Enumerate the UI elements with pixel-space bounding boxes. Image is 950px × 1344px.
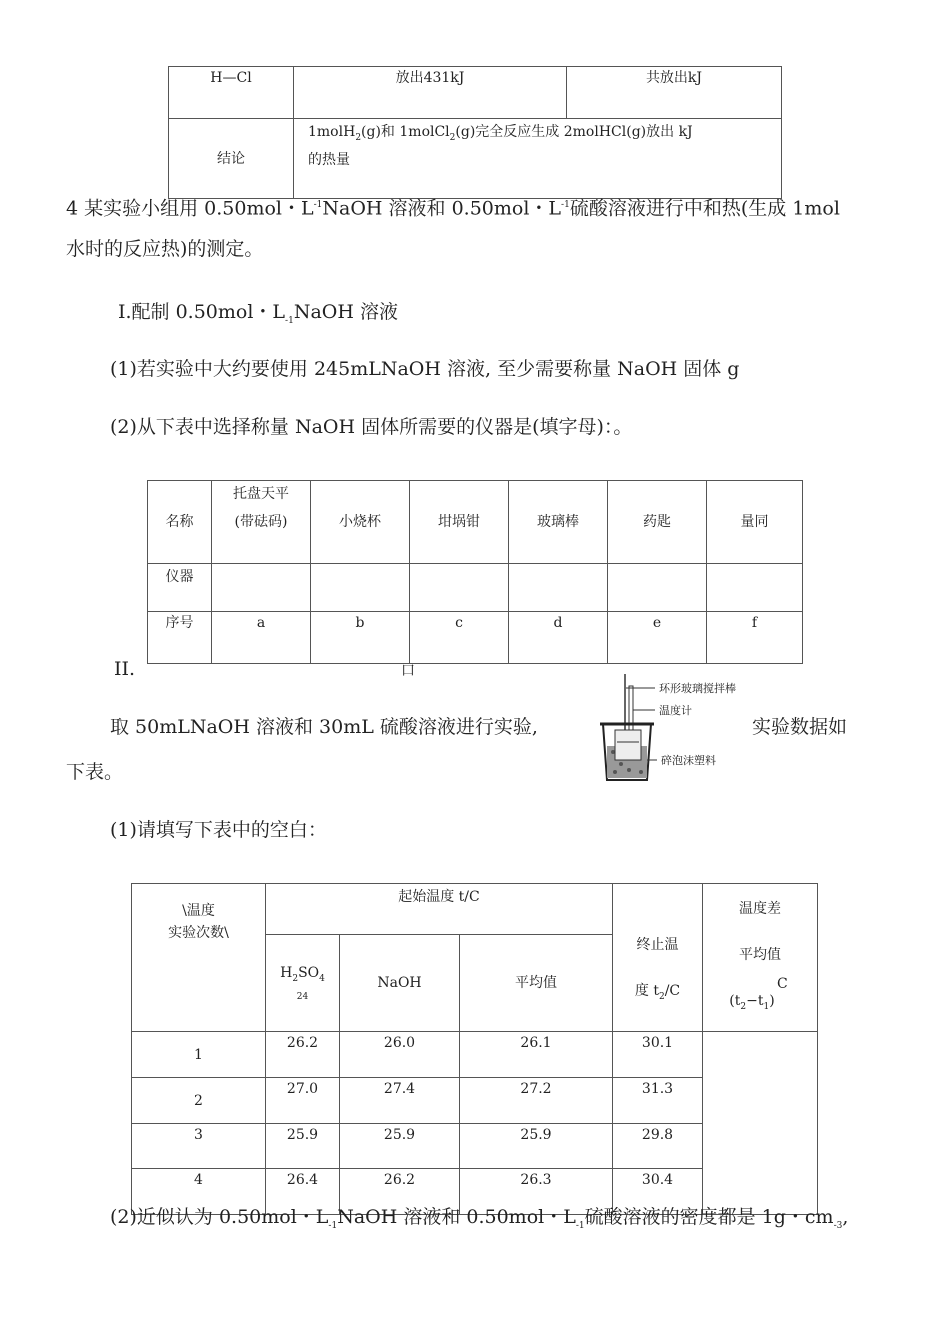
instrument-name: 玻璃棒 [509,481,608,564]
naoh-value: 25.9 [340,1124,460,1169]
h2so4-value: 25.9 [266,1124,340,1169]
h2so4-value: 26.2 [266,1032,340,1078]
end-temp-header: 终止温 度 $t_2/C$ [613,884,703,1032]
end-value: 31.3 [613,1078,703,1124]
row-label-instrument: 仪器 [148,564,212,612]
instrument-image-cell [311,564,410,612]
instrument-name: 药匙 [608,481,707,564]
instrument-letter: b [311,612,410,664]
instrument-table [147,480,803,664]
end-value: 29.8 [613,1124,703,1169]
temperature-data-table [131,883,818,1215]
avg-value: 25.9 [460,1124,613,1169]
instrument-name: 量同 [707,481,803,564]
trial-number: 2 [132,1078,266,1124]
trial-number: 3 [132,1124,266,1169]
end-value: 30.1 [613,1032,703,1078]
instrument-image-cell [212,564,311,612]
instrument-letter: f [707,612,803,664]
label-foam: 碎泡沫塑料 [661,754,716,767]
naoh-value: 26.0 [340,1032,460,1078]
naoh-value: 26.2 [340,1169,460,1215]
temp-diff-answer-cell[interactable] [703,1032,818,1215]
avg-header: 平均值 [460,935,613,1032]
trial-number: 1 [132,1032,266,1078]
start-temp-header: 起始温度 t/C [266,884,613,935]
part2-question-1: (1)请填写下表中的空白： [110,819,327,841]
naoh-value: 27.4 [340,1078,460,1124]
instrument-image-cell [509,564,608,612]
instrument-name: 托盘天平 (带砝码) [212,481,311,564]
h2so4-value: 26.4 [266,1169,340,1215]
part2-line1a: 取 50mLNaOH 溶液和 30mL 硫酸溶液进行实验, [110,716,538,738]
h2so4-header: $H_2SO_4$ 24 [266,935,340,1032]
end-value: 30.4 [613,1169,703,1215]
conclusion-label-cell: 结论 [169,119,294,199]
instrument-letter: e [608,612,707,664]
label-thermometer: 温度计 [659,704,692,717]
instrument-name: 坩埚钳 [410,481,509,564]
q4-line2: 水时的反应热)的测定。 [66,238,264,260]
avg-value: 26.3 [460,1169,613,1215]
total-energy-cell: 共放出kJ [567,67,782,119]
naoh-header: NaOH [340,935,460,1032]
part1-question-2: (2)从下表中选择称量 NaOH 固体所需要的仪器是(填字母)：。 [110,416,633,438]
temp-diff-header: 温度差 平均值 $(t_2-t_1)$ C [703,884,818,1032]
row-label-letter: 序号 [148,612,212,664]
part1-heading: I.配制 0.50mol・$L_{-1}NaOH$ 溶液 [118,301,398,326]
corner-header: \温度 实验次数\ [132,884,266,1032]
instrument-letter: c [410,612,509,664]
instrument-name: 小烧杯 [311,481,410,564]
avg-value: 26.1 [460,1032,613,1078]
bond-energy-cell: 放出431kJ [294,67,567,119]
instrument-letter: d [509,612,608,664]
stray-mark: 口 [401,663,415,679]
trial-number: 4 [132,1169,266,1215]
instrument-letter: a [212,612,311,664]
instrument-image-cell [707,564,803,612]
bond-name-cell: H—Cl [169,67,294,119]
part2-line2: 下表。 [66,761,124,783]
part2-question-2: (2)近似认为 0.50mol・$L_{-1}NaOH$ 溶液和 0.50mol・$L_{-1}$硫酸溶液的密度都是 1g・$cm_{-3}$, [110,1206,849,1231]
part2-label: II. [114,658,136,680]
calorimeter-diagram [595,672,765,784]
instrument-image-cell [608,564,707,612]
row-label-name: 名称 [148,481,212,564]
instrument-image-cell [410,564,509,612]
part2-line1b: 实验数据如 [752,716,848,738]
label-stirrer: 环形玻璃搅拌棒 [659,682,736,695]
part1-question-1: (1)若实验中大约要使用 245mLNaOH 溶液, 至少需要称量 NaOH 固体 g [110,358,740,380]
h2so4-value: 27.0 [266,1078,340,1124]
q4-line1: 4 某实验小组用 0.50mol・$L^{-1}NaOH$ 溶液和 0.50mol・$L^{-1}$硫酸溶液进行中和热(生成 1mol [66,197,840,220]
bond-energy-table [168,66,782,199]
conclusion-text-cell: 1molH$_2$(g)和 1molCl$_2$(g)完全反应生成 2molHCl(g)放出 kJ 的热量 [294,119,782,199]
avg-value: 27.2 [460,1078,613,1124]
